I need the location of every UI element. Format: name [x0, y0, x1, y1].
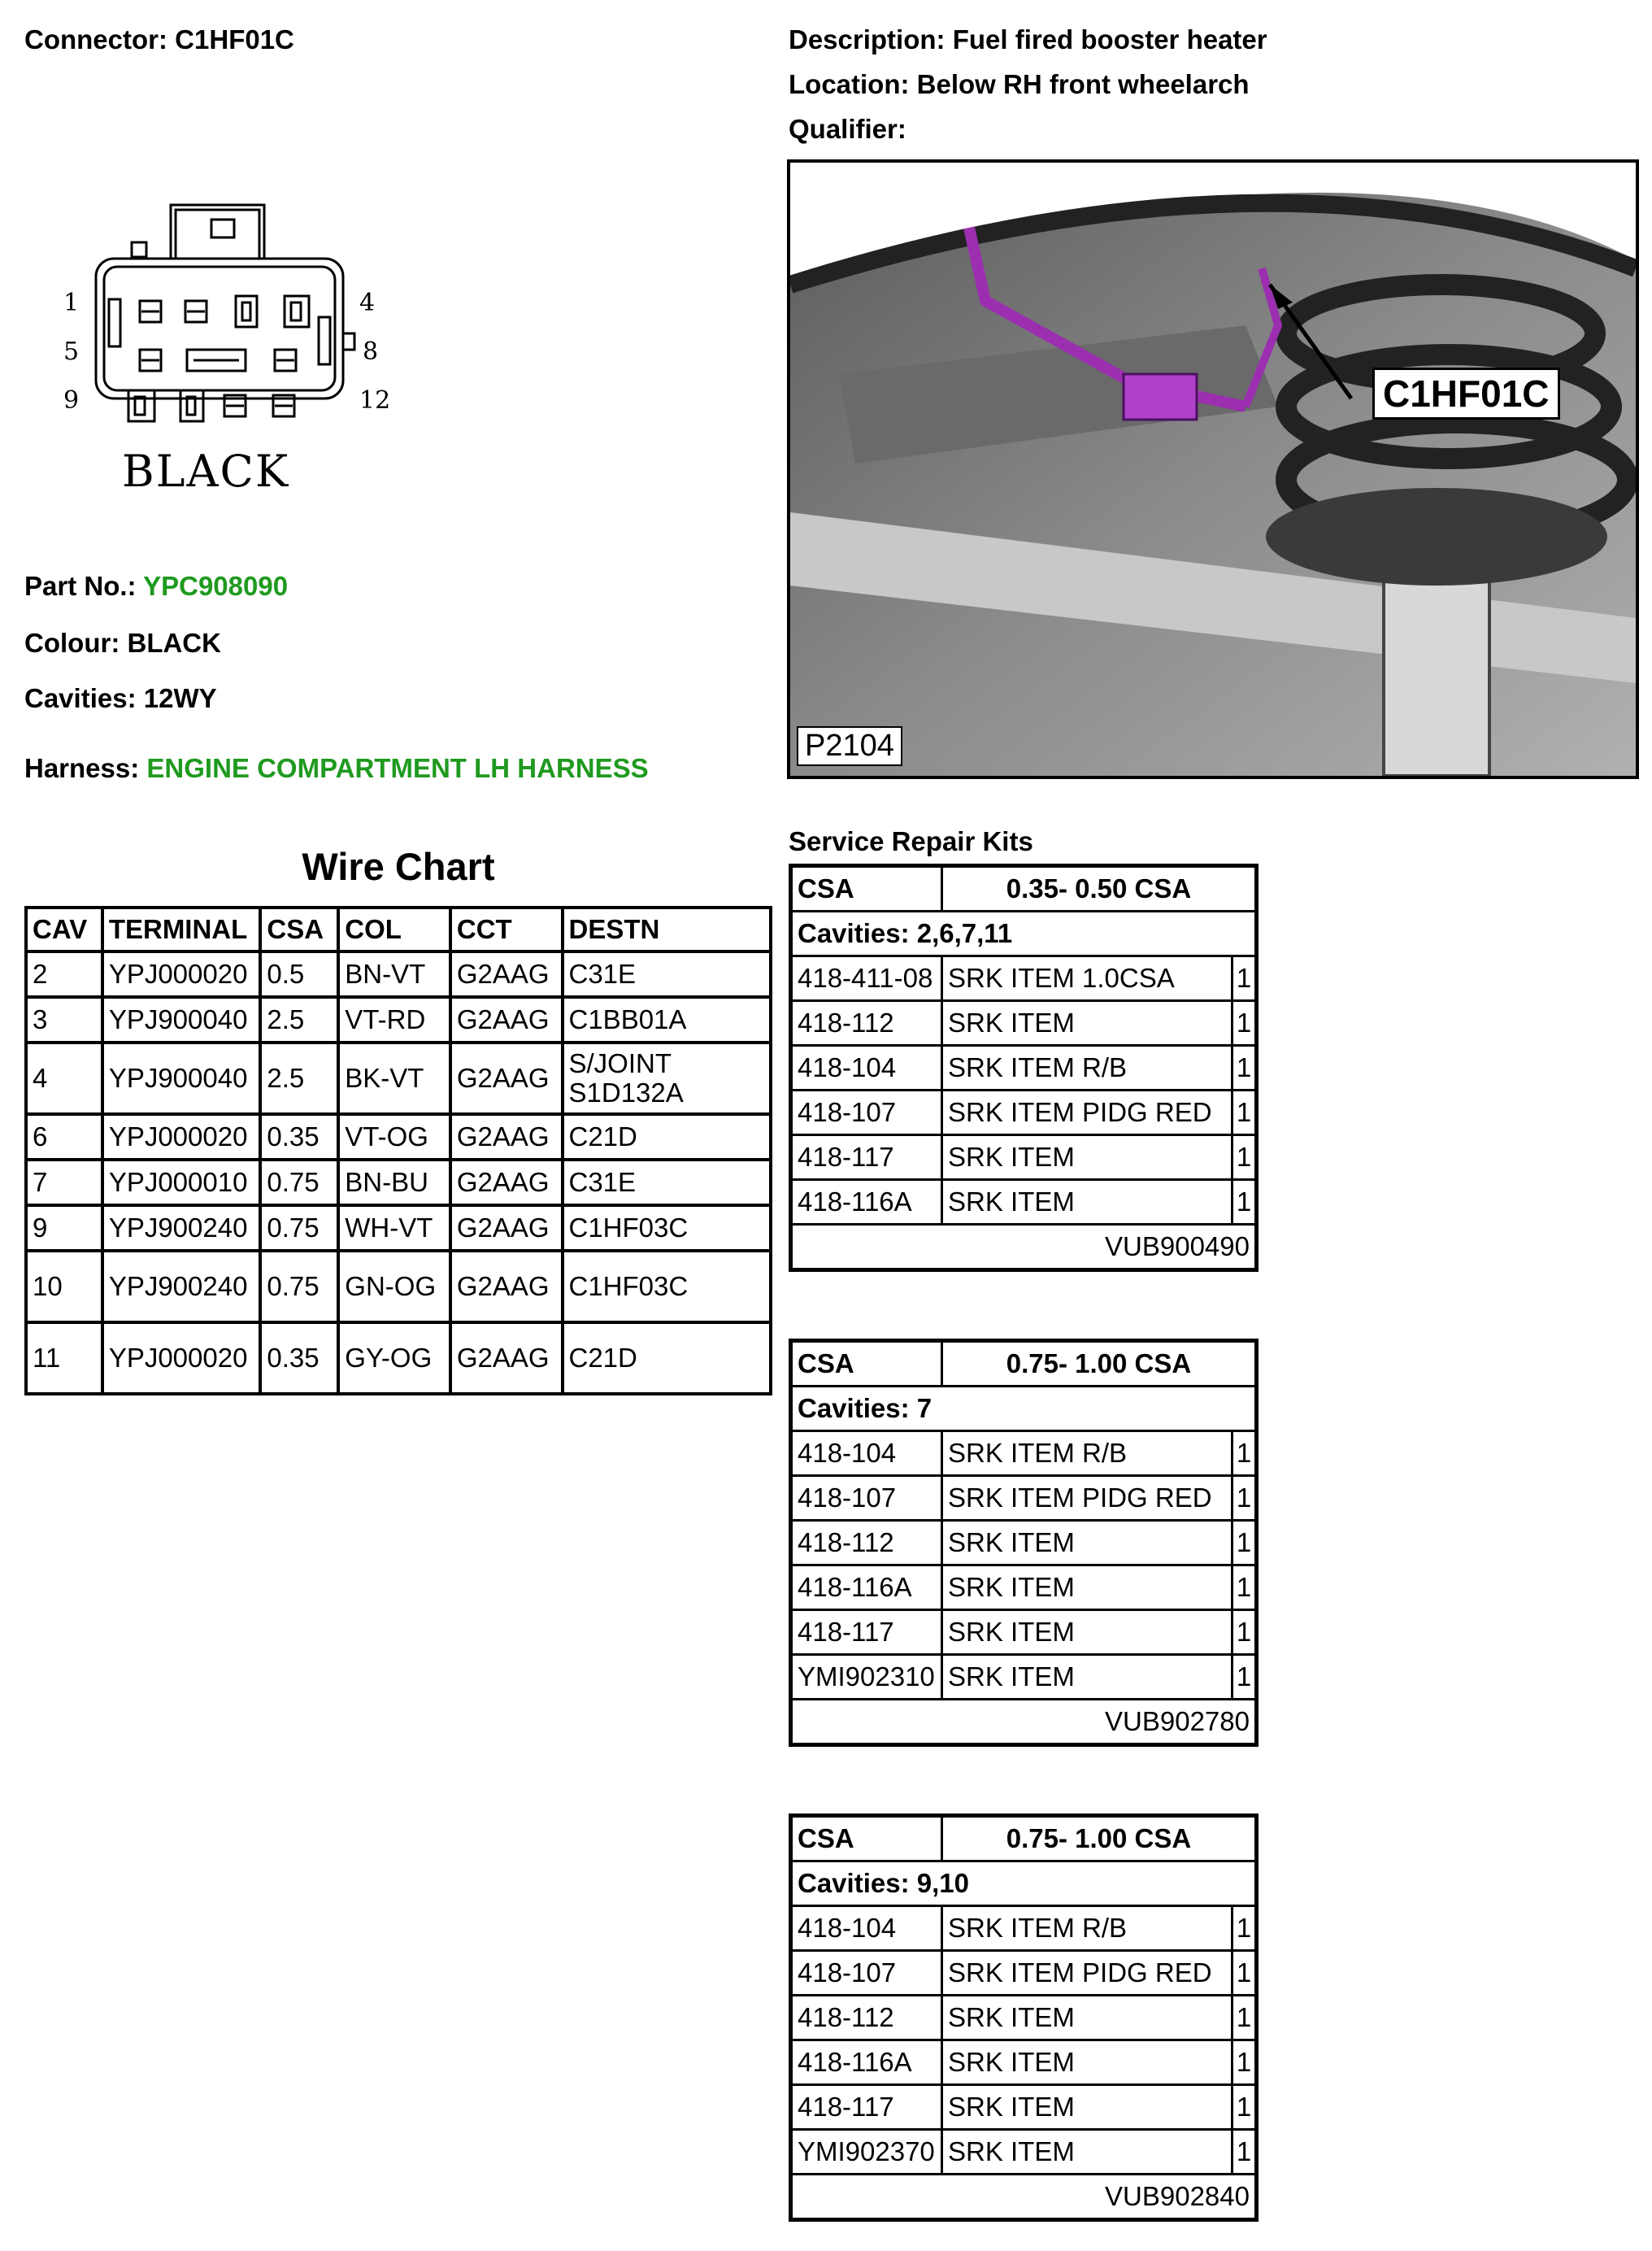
cavities-label: Cavities: [24, 683, 137, 713]
cav-cell: 11 [26, 1322, 102, 1394]
kit-part-qty: 1 [1232, 1610, 1257, 1655]
cav-cell: 9 [26, 1205, 102, 1251]
service-kit-table [789, 864, 1259, 1272]
list-item [791, 1906, 1257, 1951]
kit-part-no: 418-107 [791, 1951, 942, 1996]
col-cell: WH-VT [338, 1205, 450, 1251]
table-row [26, 997, 771, 1043]
kit-part-no: 418-104 [791, 1906, 942, 1951]
kit-header-row [791, 866, 1257, 912]
kit-part-no: 418-411-08 [791, 956, 942, 1001]
destn-cell: S/JOINT S1D132A [563, 1043, 772, 1114]
list-item [791, 1951, 1257, 1996]
description-label: Description: [789, 24, 946, 54]
qualifier-line [789, 114, 906, 145]
list-item [791, 956, 1257, 1001]
csa-cell: 0.35 [260, 1322, 338, 1394]
cct-cell: G2AAG [450, 951, 563, 997]
col-cell: BN-VT [338, 951, 450, 997]
csa-cell: 0.75 [260, 1160, 338, 1205]
kit-part-desc: SRK ITEM PIDG RED [942, 1951, 1232, 1996]
connector-label: Connector: [24, 24, 167, 54]
col-cell: GN-OG [338, 1251, 450, 1322]
kit-part-qty: 1 [1232, 1091, 1257, 1135]
kit-part-desc: SRK ITEM [942, 1135, 1232, 1180]
colour-label: Colour: [24, 628, 120, 658]
cavities-line [24, 683, 217, 714]
photo-reference: P2104 [797, 726, 902, 766]
cav-cell: 2 [26, 951, 102, 997]
table-row [26, 1205, 771, 1251]
kit-part-qty: 1 [1232, 2130, 1257, 2175]
kit-part-desc: SRK ITEM [942, 2130, 1232, 2175]
kit-part-no: 418-107 [791, 1091, 942, 1135]
kit-cavities-row [791, 1861, 1257, 1906]
list-item [791, 1046, 1257, 1091]
kit-part-qty: 1 [1232, 1135, 1257, 1180]
list-item [791, 1610, 1257, 1655]
location-line [789, 69, 1250, 100]
list-item [791, 1135, 1257, 1180]
kit-part-desc: SRK ITEM R/B [942, 1906, 1232, 1951]
kit-part-qty: 1 [1232, 1906, 1257, 1951]
description-value: Fuel fired booster heater [952, 24, 1267, 54]
kit-part-no: 418-112 [791, 1001, 942, 1046]
kit-csa-label: CSA [791, 1341, 942, 1387]
table-row [26, 1160, 771, 1205]
col-header-cct: CCT [450, 908, 563, 951]
kit-part-no: YMI902310 [791, 1655, 942, 1700]
kit-part-desc: SRK ITEM [942, 2040, 1232, 2085]
list-item [791, 2130, 1257, 2175]
col-header-col: COL [338, 908, 450, 951]
destn-cell: C31E [563, 1160, 772, 1205]
pin-label-9: 9 [63, 386, 80, 415]
connector-face-diagram [57, 187, 423, 447]
harness-line [24, 753, 649, 784]
cct-cell: G2AAG [450, 1205, 563, 1251]
service-kits-title: Service Repair Kits [789, 826, 1033, 856]
terminal-cell: YPJ900040 [102, 1043, 261, 1114]
destn-cell: C21D [563, 1322, 772, 1394]
col-cell: GY-OG [338, 1322, 450, 1394]
list-item [791, 1091, 1257, 1135]
face-colour-label: BLACK [122, 446, 290, 497]
kit-csa-label: CSA [791, 1816, 942, 1861]
kit-part-no: 418-107 [791, 1476, 942, 1521]
kit-csa-range: 0.35- 0.50 CSA [942, 866, 1257, 912]
cct-cell: G2AAG [450, 1160, 563, 1205]
kit-cavities-row [791, 1387, 1257, 1431]
destn-cell: C21D [563, 1114, 772, 1160]
part-no-value[interactable]: YPC908090 [143, 571, 289, 601]
cav-cell: 6 [26, 1114, 102, 1160]
cavities-value: 12WY [143, 683, 217, 713]
kit-part-qty: 1 [1232, 1046, 1257, 1091]
kit-part-no: 418-117 [791, 1135, 942, 1180]
kit-cavities-row [791, 912, 1257, 956]
harness-label: Harness: [24, 753, 140, 783]
list-item [791, 1565, 1257, 1610]
csa-cell: 0.5 [260, 951, 338, 997]
cct-cell: G2AAG [450, 997, 563, 1043]
cct-cell: G2AAG [450, 1114, 563, 1160]
kit-ref: VUB902840 [791, 2175, 1257, 2220]
cct-cell: G2AAG [450, 1043, 563, 1114]
terminal-cell: YPJ900040 [102, 997, 261, 1043]
cct-cell: G2AAG [450, 1251, 563, 1322]
kit-part-no: 418-117 [791, 2085, 942, 2130]
service-kit-table [789, 1339, 1259, 1747]
kit-part-desc: SRK ITEM [942, 1001, 1232, 1046]
kit-part-desc: SRK ITEM [942, 2085, 1232, 2130]
part-no-label: Part No.: [24, 571, 137, 601]
photo-illustration [790, 163, 1636, 776]
col-header-cav: CAV [26, 908, 102, 951]
kit-cavities: Cavities: 7 [791, 1387, 1257, 1431]
service-kit-table [789, 1813, 1259, 2222]
connector-line [24, 24, 294, 55]
kit-part-desc: SRK ITEM 1.0CSA [942, 956, 1232, 1001]
kit-part-qty: 1 [1232, 2040, 1257, 2085]
csa-cell: 0.75 [260, 1251, 338, 1322]
kit-part-desc: SRK ITEM [942, 1996, 1232, 2040]
kit-part-no: 418-112 [791, 1996, 942, 2040]
kit-part-desc: SRK ITEM R/B [942, 1431, 1232, 1476]
cav-cell: 4 [26, 1043, 102, 1114]
kit-part-no: 418-117 [791, 1610, 942, 1655]
col-cell: BK-VT [338, 1043, 450, 1114]
col-header-destn: DESTN [563, 908, 772, 951]
kit-part-qty: 1 [1232, 1951, 1257, 1996]
kit-part-no: 418-104 [791, 1431, 942, 1476]
kit-part-qty: 1 [1232, 2085, 1257, 2130]
col-cell: VT-RD [338, 997, 450, 1043]
kit-ref-row [791, 1700, 1257, 1745]
qualifier-label: Qualifier: [789, 114, 906, 144]
cav-cell: 10 [26, 1251, 102, 1322]
wire-chart-header-row [26, 908, 771, 951]
table-row [26, 1322, 771, 1394]
table-row [26, 951, 771, 997]
kit-part-desc: SRK ITEM [942, 1655, 1232, 1700]
location-value: Below RH front wheelarch [916, 69, 1250, 99]
kit-part-qty: 1 [1232, 1001, 1257, 1046]
table-row [26, 1114, 771, 1160]
kit-part-no: 418-116A [791, 1565, 942, 1610]
connector-value: C1HF01C [175, 24, 294, 54]
colour-value: BLACK [127, 628, 221, 658]
kit-part-qty: 1 [1232, 1476, 1257, 1521]
cav-cell: 7 [26, 1160, 102, 1205]
kit-part-desc: SRK ITEM [942, 1521, 1232, 1565]
kit-cavities: Cavities: 9,10 [791, 1861, 1257, 1906]
col-header-csa: CSA [260, 908, 338, 951]
kit-part-desc: SRK ITEM PIDG RED [942, 1476, 1232, 1521]
terminal-cell: YPJ900240 [102, 1205, 261, 1251]
destn-cell: C1HF03C [563, 1205, 772, 1251]
wire-chart-title: Wire Chart [302, 845, 495, 888]
table-row [26, 1251, 771, 1322]
part-no-line [24, 571, 288, 602]
kit-part-no: YMI902370 [791, 2130, 942, 2175]
kit-part-qty: 1 [1232, 1180, 1257, 1225]
kit-part-no: 418-116A [791, 2040, 942, 2085]
table-row [26, 1043, 771, 1114]
destn-cell: C31E [563, 951, 772, 997]
description-line [789, 24, 1267, 55]
kit-part-no: 418-116A [791, 1180, 942, 1225]
terminal-cell: YPJ000020 [102, 951, 261, 997]
destn-cell: C1HF03C [563, 1251, 772, 1322]
list-item [791, 1180, 1257, 1225]
wire-chart-table [24, 906, 772, 1395]
kit-ref: VUB900490 [791, 1225, 1257, 1270]
kit-part-qty: 1 [1232, 1521, 1257, 1565]
kit-part-qty: 1 [1232, 1431, 1257, 1476]
col-header-terminal: TERMINAL [102, 908, 261, 951]
colour-line [24, 628, 221, 659]
terminal-cell: YPJ900240 [102, 1251, 261, 1322]
kit-csa-label: CSA [791, 866, 942, 912]
kit-ref-row [791, 2175, 1257, 2220]
terminal-cell: YPJ000020 [102, 1322, 261, 1394]
harness-value[interactable]: ENGINE COMPARTMENT LH HARNESS [146, 753, 649, 783]
photo-callout-label: C1HF01C [1372, 368, 1560, 420]
col-cell: VT-OG [338, 1114, 450, 1160]
list-item [791, 1001, 1257, 1046]
list-item [791, 1655, 1257, 1700]
cav-cell: 3 [26, 997, 102, 1043]
pin-label-8: 8 [363, 337, 379, 366]
kit-part-qty: 1 [1232, 1565, 1257, 1610]
pin-label-12: 12 [359, 386, 391, 415]
kit-part-desc: SRK ITEM R/B [942, 1046, 1232, 1091]
col-cell: BN-BU [338, 1160, 450, 1205]
terminal-cell: YPJ000020 [102, 1114, 261, 1160]
csa-cell: 0.75 [260, 1205, 338, 1251]
list-item [791, 1996, 1257, 2040]
list-item [791, 1476, 1257, 1521]
list-item [791, 2040, 1257, 2085]
kit-part-desc: SRK ITEM PIDG RED [942, 1091, 1232, 1135]
kit-part-desc: SRK ITEM [942, 1610, 1232, 1655]
kit-ref: VUB902780 [791, 1700, 1257, 1745]
kit-part-desc: SRK ITEM [942, 1565, 1232, 1610]
pin-label-1: 1 [63, 289, 80, 317]
kit-part-qty: 1 [1232, 956, 1257, 1001]
destn-cell: C1BB01A [563, 997, 772, 1043]
kit-part-desc: SRK ITEM [942, 1180, 1232, 1225]
kit-csa-range: 0.75- 1.00 CSA [942, 1341, 1257, 1387]
kit-header-row [791, 1816, 1257, 1861]
csa-cell: 0.35 [260, 1114, 338, 1160]
pin-label-5: 5 [63, 337, 80, 366]
list-item [791, 2085, 1257, 2130]
list-item [791, 1521, 1257, 1565]
kit-part-qty: 1 [1232, 1655, 1257, 1700]
kit-part-no: 418-112 [791, 1521, 942, 1565]
kit-cavities: Cavities: 2,6,7,11 [791, 912, 1257, 956]
cct-cell: G2AAG [450, 1322, 563, 1394]
csa-cell: 2.5 [260, 1043, 338, 1114]
terminal-cell: YPJ000010 [102, 1160, 261, 1205]
kit-part-qty: 1 [1232, 1996, 1257, 2040]
csa-cell: 2.5 [260, 997, 338, 1043]
location-photo [787, 159, 1639, 779]
list-item [791, 1431, 1257, 1476]
kit-part-no: 418-104 [791, 1046, 942, 1091]
kit-ref-row [791, 1225, 1257, 1270]
kit-header-row [791, 1341, 1257, 1387]
kit-csa-range: 0.75- 1.00 CSA [942, 1816, 1257, 1861]
pin-label-4: 4 [359, 289, 376, 317]
location-label: Location: [789, 69, 910, 99]
